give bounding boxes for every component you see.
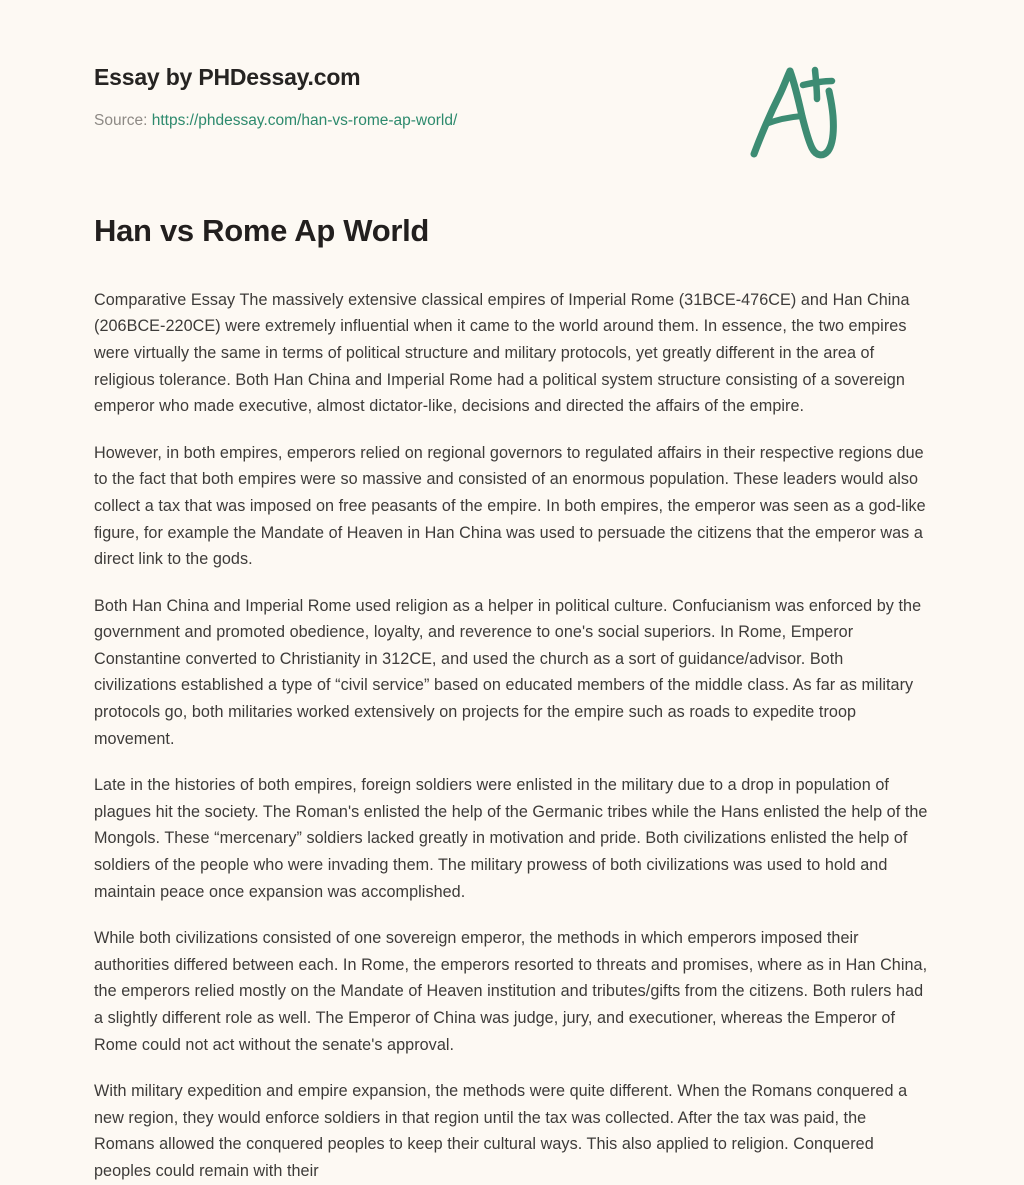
source-label: Source: [94, 111, 148, 129]
paragraph: With military expedition and empire expansion, the methods were quite different. When the Romans conquered a new region, they would enforce soldiers in that region until the tax was collected. After the tax was paid, the Romans allowed the conquered peoples to keep their cultural ways. This also applied to religion. Conquered peoples could remain with their [94, 1082, 908, 1180]
document-header [94, 0, 930, 129]
page-title: Han vs Rome Ap World [94, 213, 430, 248]
a-plus-logo-icon [740, 58, 844, 162]
brand-title: Essay by PHDessay.com [94, 64, 361, 90]
essay-body [94, 251, 930, 1185]
paragraph: Late in the histories of both empires, foreign soldiers were enlisted in the military due to a drop in population of plagues hit the society. The Roman's enlisted the help of the Germanic tribes while the Hans enlisted the help of the Mongols. These “mercenary” soldiers lacked greatly in motivation and pride. Both civilizations enlisted the help of soldiers of the people who were invading them. The military prowess of both civilizations was used to hold and maintain peace once expansion was accomplished. [94, 776, 928, 901]
paragraph: While both civilizations consisted of one sovereign emperor, the methods in which emperors imposed their authorities differed between each. In Rome, the emperors resorted to threats and promises, where as in Han China, the emperors relied mostly on the Mandate of Heaven institution and tributes/gifts from the citizens. Both rulers had a slightly different role as well. The Emperor of China was judge, jury, and executioner, whereas the Emperor of Rome could not act without the senate's approval. [94, 929, 928, 1054]
paragraph: Both Han China and Imperial Rome used religion as a helper in political culture. Confucianism was enforced by the government and promoted obedience, loyalty, and reverence to one's social superiors. In Rome, Emperor Constantine converted to Christianity in 312CE, and used the church as a sort of guidance/advisor. Both civilizations established a type of “civil service” based on educated members of the middle class. As far as military protocols go, both militaries worked extensively on projects for the empire such as roads to expedite troop movement. [94, 596, 922, 748]
paragraph: However, in both empires, emperors relied on regional governors to regulated affairs in their respective regions due to the fact that both empires were so massive and consisted of an enormous population. These leaders would also collect a tax that was imposed on free peasants of the empire. In both empires, the emperor was seen as a god-like figure, for example the Mandate of Heaven in Han China was used to persuade the citizens that the emperor was a direct link to the gods. [94, 443, 926, 569]
paragraph: Comparative Essay The massively extensive classical empires of Imperial Rome (31BCE-476CE) and Han China (206BCE-220CE) were extremely influential when it came to the world around them. In essence, the two empires were virtually the same in terms of political structure and military protocols, yet greatly different in the area of religious tolerance. Both Han China and Imperial Rome had a political system structure consisting of a sovereign emperor who made executive, almost dictator-like, decisions and directed the affairs of the empire. [94, 290, 910, 416]
source-url-link[interactable]: https://phdessay.com/han-vs-rome-ap-world/ [151, 111, 458, 129]
